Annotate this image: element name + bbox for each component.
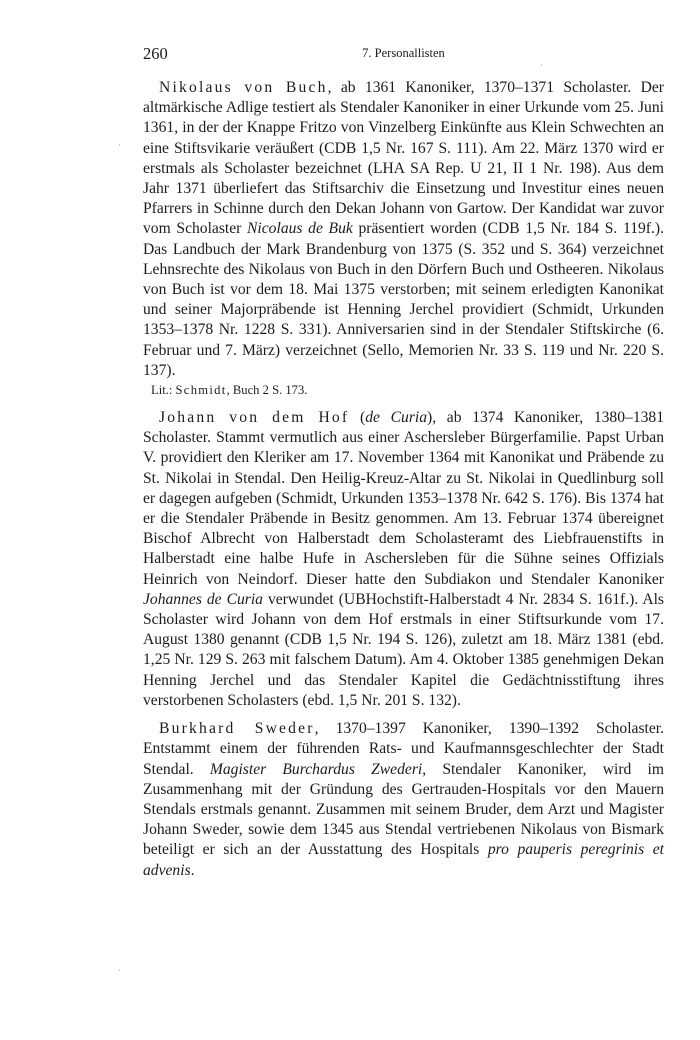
entry-name: Burkhard Sweder	[159, 720, 315, 738]
entry-nikolaus-von-buch	[143, 78, 664, 381]
entry-text: verwundet (UBHochstift-Halberstadt 4 Nr. 2834 S. 161f.). Als Scholaster wird Johann von dem Hof erstmals in einer Stiftsurkunde vom 17. August 1380 genannt (CDB 1,5 Nr. 194 S. 126), zuletzt am 18. März 1381 (ebd. 1,25 Nr. 129 S. 263 mit falschem Datum). Am 4. Oktober 1385 genehmigen Dekan Henning Jerchel und das Stendaler Kapitel die Gedächtnisstiftung ihres verstorbenen Scholasters (ebd. 1,5 Nr. 201 S. 132).	[143, 590, 664, 709]
scan-speck: ·	[118, 140, 121, 150]
scan-speck: ·	[540, 60, 543, 70]
entry-name: Johann von dem Hof	[159, 409, 350, 427]
scan-speck: ·	[118, 965, 121, 975]
entry-text: ), ab 1374 Kanoniker, 1380–1381 Scholaster. Stammt vermutlich aus einer Aschersleber Bürgerfamilie. Papst Urban V. providiert den Kleriker am 17. November 1364 mit Kanonikat und Präbende zu St. Nikolai in Stendal. Den Heilig-Kreuz-Altar zu St. Nikolai in Quedlinburg soll er dagegen aufgeben (Schmidt, Urkunden 1353–1378 Nr. 642 S. 176). Bis 1374 hat er die Stendaler Präbende in Besitz genommen. Am 13. Februar 1374 übereignet Bischof Albrecht von Halberstadt dem Scholasteramt des Liebfrauenstifts in Halberstadt eine halbe Hufe in Aschersleben für die Sühne seines Offizials Heinrich von Neindorf. Dieser hatte den Subdiakon und Stendaler Kanoniker	[143, 409, 665, 588]
entry-latin-name: Magister Burchardus Zwederi	[209, 760, 423, 778]
entry-text: , 1370–1397 Kanoniker, 1390–1392 Scholaster. Entstammt einem der führenden Rats- und Kaufmannsgeschlechter der Stadt Stendal.	[143, 720, 665, 778]
entry-text: präsentiert worden (CDB 1,5 Nr. 184 S. 119f.). Das Landbuch der Mark Brandenburg von 1375 (S. 352 und S. 364) verzeichnet Lehnsrechte des Nikolaus von Buch in den Dörfern Buch und Ostheeren. Nikolaus von Buch ist vor dem 18. Mai 1375 verstorben; mit seinem erledigten Kanonikat und seiner Majorpräbende ist Henning Jerchel providiert (Schmidt, Urkunden 1353–1378 Nr. 1228 S. 331). Anniversarien sind in der Stendaler Stiftskirche (6. Februar und 7. März) verzeichnet (Sello, Memorien Nr. 33 S. 119 und Nr. 220 S. 137).	[143, 220, 664, 379]
entry-latin-name: Johannes de Curia	[143, 590, 263, 608]
entry-name: Nikolaus von Buch	[159, 79, 328, 96]
entry-latin-name: de Curia	[365, 409, 428, 427]
page-header	[143, 44, 664, 66]
entry-text: (	[349, 409, 366, 427]
entry-latin-name: Nicolaus de Buk	[247, 220, 353, 238]
entry-text: , Stendaler Kanoniker, wird im Zusammenhang mit der Gründung des Gertrauden-Hospitals vor den Mauern Stendals erstmals genannt. Zusammen mit seinem Bruder, dem Arzt und Magister Johann Sweder, sowie dem 1345 aus Stendal vertriebenen Nikolaus von Bismark beteiligt er sich an der Ausstattung des Hospitals	[143, 760, 664, 859]
entry-text: , ab 1361 Kanoniker, 1370–1371 Scholaster. Der altmärkische Adlige testiert als Stendaler Kanoniker in einer Urkunde vom 25. Juni 1361, in der der Knappe Fritzo von Vinzelberg Einkünfte aus Klein Schwechten an eine Stiftsvikarie veräußert (CDB 1,5 Nr. 167 S. 111). Am 22. März 1370 wird er erstmals als Scholaster bezeichnet (LHA SA Rep. U 21, II 1 Nr. 198). Aus dem Jahr 1371 überliefert das Stiftsarchiv die Einsetzung und Investitur eines neuen Pfarrers in Schinne durch den Dekan Johann von Gartow. Der Kandidat war zuvor vom Scholaster	[143, 79, 665, 238]
lit-rest: , Buch 2 S. 173.	[226, 383, 308, 398]
lit-author: Schmidt	[175, 383, 227, 398]
running-title: 7. Personallisten	[362, 46, 445, 60]
entry-latin-phrase: pro pauperis peregrinis et advenis	[143, 841, 664, 879]
literature-note	[151, 381, 664, 399]
entry-text: .	[190, 861, 195, 879]
lit-prefix: Lit.:	[151, 383, 176, 398]
entry-johann-von-dem-hof	[143, 408, 664, 711]
main-text	[143, 78, 664, 881]
entry-burkhard-sweder	[143, 719, 664, 881]
page-number: 260	[143, 44, 168, 63]
